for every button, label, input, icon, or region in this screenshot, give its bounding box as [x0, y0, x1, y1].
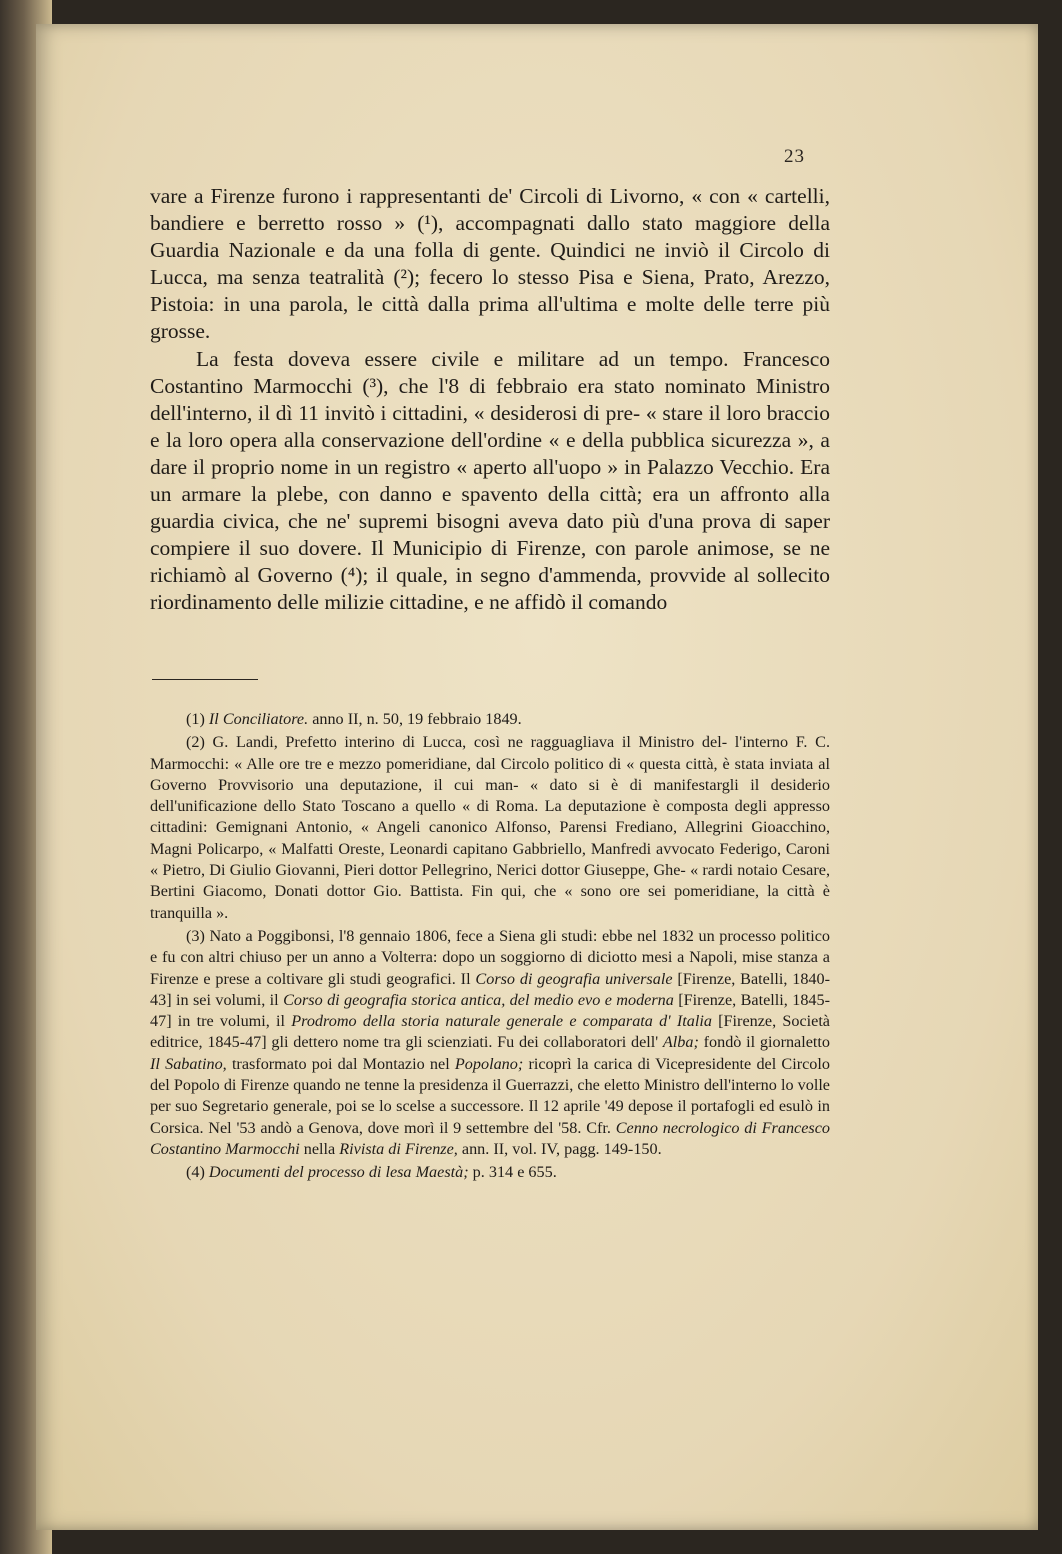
text-line: vare a Firenze furono i rappresentanti de' Circoli di Livorno, « con — [150, 184, 748, 208]
footnote-3 — [150, 926, 830, 1160]
footnote-1 — [150, 709, 830, 730]
footnote-text: (3) Nato a Poggibonsi, l'8 gennaio 1806, fece a Siena gli studi: ebbe nel 1832 un processo politico e fu con altri chiuso per un anno a Volterra: dopo un soggiorno di diciotto mesi a Napoli, mise stanza a Firenze e prese a coltivare gli studi geografici. Il — [150, 926, 830, 988]
footnote-line: « Angeli canonico Alfonso, Parensi Frediano, Allegrini Gioacchino, Magni Policarpo, — [150, 818, 830, 858]
footnotes — [150, 709, 830, 1186]
footnote-text: trasformato poi dal Montazio nel — [231, 1054, 455, 1073]
work-title: Cenno necrologico di Francesco Costantino Marmocchi — [150, 1118, 830, 1158]
text-line: richiamò al Governo (⁴); il quale, in segno d'ammenda, provvide al — [150, 563, 758, 588]
footnote-line: « dato si è di manifestargli il desiderio dell'unificazione dello Stato Toscano a quello — [150, 775, 831, 816]
footnote-text: ann. II, vol. IV, pagg. 149-150. — [461, 1139, 662, 1158]
text-line: maggiore della Guardia Nazionale e da una folla di gente. Quindici — [150, 211, 830, 263]
text-line: « cartelli, bandiere e berretto rosso » (¹), accompagnati dallo stato — [150, 184, 830, 236]
footnote-line: « rardi notaio Cesare, Bertini Giacomo, Donati dottor Gio. Battista. Fin qui, che — [150, 861, 830, 901]
footnote-rule — [152, 679, 258, 680]
work-title: Il Conciliatore. — [208, 710, 313, 728]
text-line: ne inviò il Circolo di Lucca, ma senza teatralità (²); fecero lo stesso — [150, 238, 830, 290]
text-line: ne' supremi bisogni aveva dato più d'una prova di saper compiere il — [150, 509, 830, 561]
text-line: Costantino Marmocchi (³), che l'8 di febbraio era stato nominato — [150, 373, 756, 398]
footnote-4 — [150, 1162, 830, 1183]
footnote-text: [Firenze, Società editrice, 1845-47] gli dettero nome tra gli scienziati. Fu dei collaboratori dell' — [150, 1012, 830, 1052]
footnote-text: ricoprì la carica di Vicepresidente del Circolo del Popolo di Firenze quando ne tenne la presidenza il Guerrazzi, che eletto Ministro dell'interno lo volle per suo Segretario generale, poi se lo scelse a successore. Il 12 aprile '49 depose il portafogli ed esulò in Corsica. Nel '53 andò a Genova, dove morì il 9 settembre del '58. Cfr. — [150, 1054, 830, 1137]
footnote-text: fondò il giornaletto — [703, 1033, 831, 1052]
text-line: La festa doveva essere civile e militare ad un tempo. Francesco — [196, 346, 830, 371]
work-title: Corso di geografia universale — [475, 969, 678, 988]
footnote-line: « Pietro, Di Giulio Giovanni, Pieri dottor Pellegrino, Nerici dottor Giuseppe, Ghe- — [150, 861, 691, 880]
footnote-line: « sono ore sei pomeridiane, la città è tranquilla ». — [150, 882, 830, 922]
text-line: Ministro dell'interno, il dì 11 invitò i cittadini, « desiderosi di pre- — [150, 373, 830, 425]
work-title: Rivista di Firenze, — [339, 1139, 462, 1158]
text-line: « aperto all'uopo » in Palazzo Vecchio. Era un armare la plebe, con — [150, 454, 830, 507]
text-line: sollecito riordinamento delle milizie cittadine, e ne affidò il comando — [150, 563, 830, 615]
page-number: 23 — [784, 146, 805, 167]
work-title: Documenti del processo di lesa Maestà; — [208, 1163, 473, 1182]
footnote-text: p. 314 e 655. — [472, 1163, 557, 1182]
paragraph-1 — [150, 183, 830, 346]
footnote-line: « Malfatti Oreste, Leonardi capitano Gabbriello, Manfredi avvocato Federigo, Caroni — [268, 839, 830, 858]
footnote-line: (2) G. Landi, Prefetto interino di Lucca, così ne ragguagliava il Ministro del- — [186, 733, 735, 752]
paragraph-2 — [150, 346, 830, 617]
footnote-text: anno II, n. 50, 19 febbraio 1849. — [312, 710, 522, 728]
text-line: « e della pubblica sicurezza », a dare il proprio nome in un registro — [150, 427, 830, 479]
footnote-2 — [150, 732, 830, 924]
footnote-text: nella — [303, 1139, 340, 1158]
footnote-line: « di Roma. La deputazione è composta degli appresso cittadini: Gemignani Antonio, — [150, 797, 831, 837]
footnote-text: [Firenze, Batelli, 1840-43] in sei volumi, il — [150, 969, 830, 1009]
work-title: Prodromo della storia naturale generale e comparata d' Italia — [291, 1012, 719, 1031]
footnote-text: [Firenze, Batelli, 1845-47] in tre volumi, il — [150, 990, 830, 1031]
text-line: suo dovere. Il Municipio di Firenze, con parole animose, se ne — [259, 536, 830, 561]
text-line: « stare il loro braccio e la loro opera alla conservazione dell'ordine — [150, 400, 830, 452]
work-title: Alba; — [662, 1033, 704, 1052]
footnote-line: « questa città, è stata inviata al Governo Provvisorio una deputazione, il cui man- — [150, 754, 830, 794]
footnote-line: l'interno F. C. Marmocchi: « Alle ore tre e mezzo pomeridiane, dal Circolo politico di — [150, 733, 830, 773]
footnote-marker: (1) — [186, 710, 209, 728]
work-title: Il Sabatino, — [150, 1054, 232, 1073]
work-title: Popolano; — [454, 1054, 529, 1073]
main-text — [150, 183, 830, 617]
text-line: Pisa e Siena, Prato, Arezzo, Pistoia: in una parola, le città dalla — [150, 265, 830, 317]
text-line: prima all'ultima e molte delle terre più grosse. — [150, 292, 830, 344]
footnote-marker: (4) — [186, 1163, 209, 1182]
text-line: danno e spavento della città; era un affronto alla guardia civica, che — [150, 482, 830, 534]
work-title: Corso di geografia storica antica, del medio evo e moderna — [283, 990, 679, 1009]
